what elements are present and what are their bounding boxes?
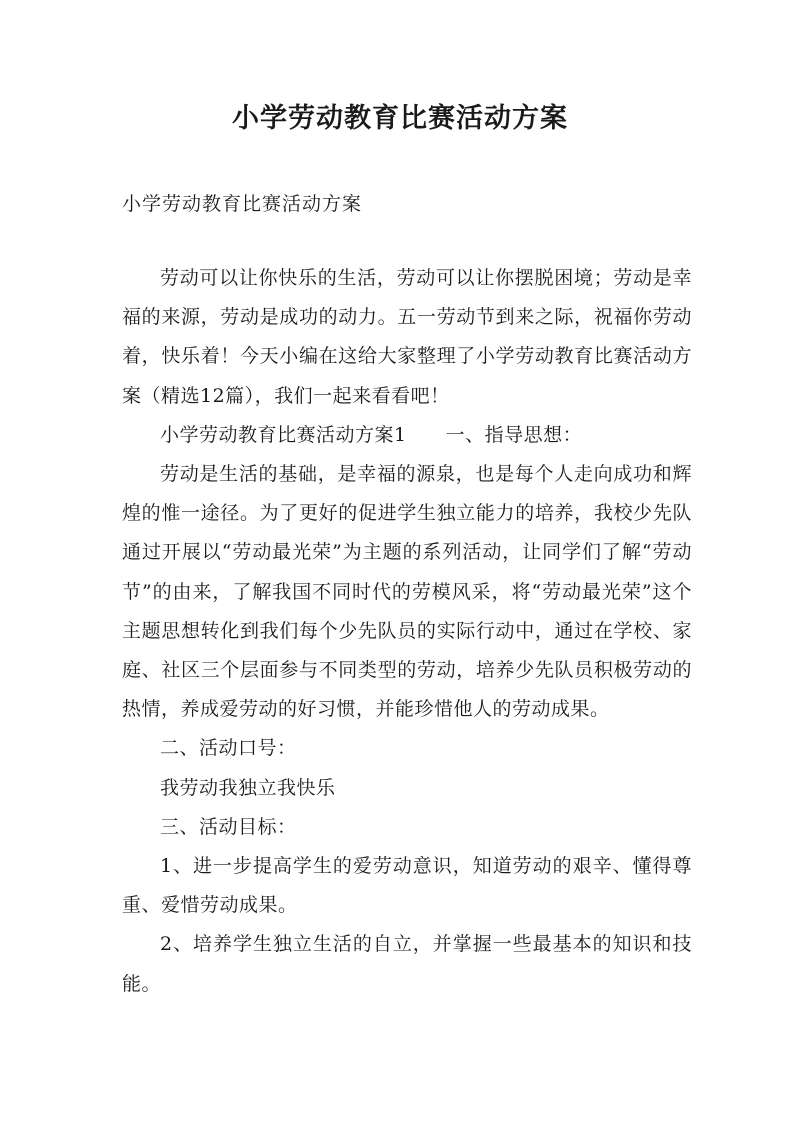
goal-item-1: 1、进一步提高学生的爱劳动意识，知道劳动的艰辛、懂得尊重、爱惜劳动成果。 (122, 855, 692, 917)
document-title: 小学劳动教育比赛活动方案 (232, 103, 568, 134)
section-heading-slogan: 二、活动口号： (160, 737, 297, 760)
guiding-thought-paragraph: 劳动是生活的基础，是幸福的源泉，也是每个人走向成功和辉煌的惟一途径。为了更好的促进学生独立能力的培养，我校少先队通过开展以“劳动最光荣”为主题的系列活动，让同学们了解“劳动节”的由来，了解我国不同时代的劳模风采，将“劳动最光荣”这个主题思想转化到我们每个少先队员的实际行动中，通过在学校、家庭、社区三个层面参与不同类型的劳动，培养少先队员积极劳动的热情，养成爱劳动的好习惯，并能珍惜他人的劳动成果。 (122, 463, 692, 721)
document-subtitle: 小学劳动教育比赛活动方案 (122, 193, 363, 215)
intro-paragraph: 劳动可以让你快乐的生活，劳动可以让你摆脱困境；劳动是幸福的来源，劳动是成功的动力。五一劳动节到来之际，祝福你劳动着，快乐着！今天小编在这给大家整理了小学劳动教育比赛活动方案（精选12篇），我们一起来看看吧！ (122, 267, 692, 407)
goal-item-2: 2、培养学生独立生活的自立，并掌握一些最基本的知识和技能。 (122, 933, 692, 995)
section-heading-goals: 三、活动目标： (160, 815, 297, 838)
document-body (122, 259, 692, 1004)
slogan-text: 我劳动我独立我快乐 (160, 776, 336, 799)
section-heading-guiding-thought: 小学劳动教育比赛活动方案1 一、指导思想： (160, 423, 583, 446)
